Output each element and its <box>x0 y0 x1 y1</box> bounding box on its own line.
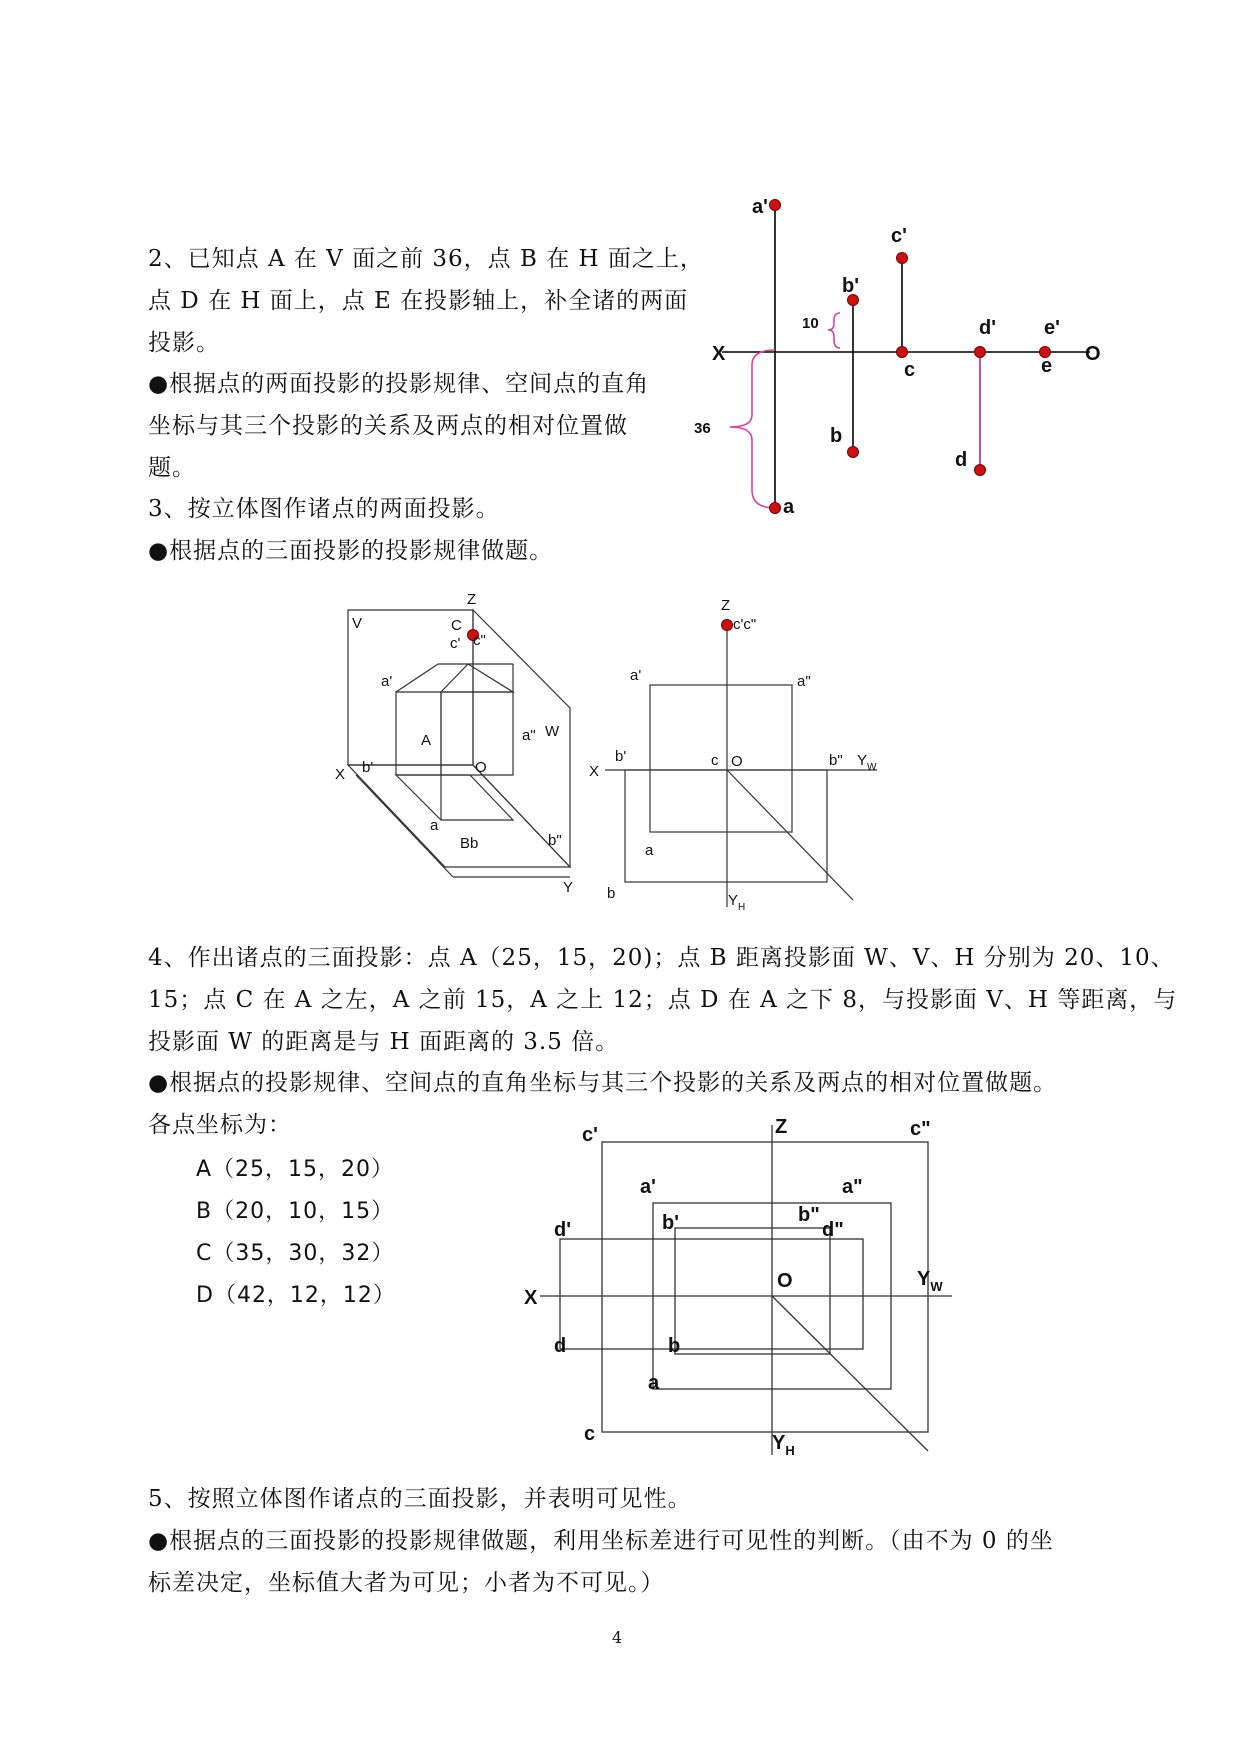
label-b-h: b <box>830 425 843 447</box>
label-c-v: c' <box>582 1124 598 1146</box>
coord-c: C（35，30，32） <box>196 1241 395 1266</box>
label-b-w: b" <box>798 1204 820 1226</box>
label-a-h: a <box>648 1372 660 1394</box>
label-z: Z <box>775 1116 788 1138</box>
figure-isometric-view <box>330 590 600 900</box>
point-c-v <box>897 253 908 264</box>
figure-four-points-projection <box>520 1115 960 1460</box>
label-y-h: $Y_H$ <box>772 1432 795 1458</box>
point-b-h <box>848 447 859 458</box>
problem3-hint1: ●根据点的三面投影的投影规律做题。 <box>148 538 554 564</box>
rect-d <box>560 1239 863 1349</box>
problem2-hint3: 题。 <box>148 455 196 481</box>
label-a-cap: A <box>421 732 432 749</box>
label-dim10: 10 <box>802 315 819 332</box>
problem4-hint1: ●根据点的投影规律、空间点的直角坐标与其三个投影的关系及两点的相对位置做题。 <box>148 1070 1058 1096</box>
label-x-axis: X <box>712 343 726 365</box>
label-c-h: c <box>904 359 916 381</box>
label-a-h: a <box>645 842 654 859</box>
label-a-h: a <box>783 496 795 518</box>
problem2-line3: 投影。 <box>148 330 220 356</box>
problem3-line1: 3、按立体图作诸点的两面投影。 <box>148 496 500 522</box>
label-c: c <box>711 752 719 769</box>
point-a-h <box>770 503 781 514</box>
label-d-h: d <box>554 1335 567 1357</box>
label-origin: O <box>1085 343 1101 365</box>
label-c-w: c" <box>910 1118 931 1140</box>
problem2-line1: 2、已知点 A 在 V 面之前 36，点 B 在 H 面之上， <box>148 246 704 272</box>
label-b-v: b' <box>362 759 374 776</box>
point-d-v <box>975 347 986 358</box>
label-c-cap: C <box>451 617 462 634</box>
label-o: O <box>731 753 743 770</box>
label-b-v: b' <box>615 748 627 765</box>
label-a-w: a" <box>842 1176 863 1198</box>
rect-b <box>675 1228 830 1354</box>
label-c-h: c <box>584 1423 596 1445</box>
label-a-w: a" <box>522 727 536 744</box>
label-c-v: c' <box>891 225 907 247</box>
label-x: X <box>589 763 600 780</box>
label-d-w: d" <box>822 1219 844 1241</box>
label-d-v: d' <box>979 317 996 339</box>
problem4-coords-title: 各点坐标为： <box>148 1112 292 1138</box>
point-c-projection <box>722 620 733 631</box>
label-a-v: a' <box>640 1176 656 1198</box>
page-number: 4 <box>612 1628 623 1647</box>
label-b-h: b <box>668 1335 681 1357</box>
label-b-w: b" <box>548 832 562 849</box>
problem2-hint1: ●根据点的两面投影的投影规律、空间点的直角 <box>148 371 650 397</box>
label-b-h: b <box>607 885 616 902</box>
label-y-w: $Y_W$ <box>917 1268 943 1294</box>
point-d-h <box>975 465 986 476</box>
problem4-line1: 4、作出诸点的三面投影：点 A（25，15，20)；点 B 距离投影面 W、V、H 分别为 20、10、 <box>148 945 1175 971</box>
label-x: X <box>335 766 346 783</box>
label-e-v: e' <box>1044 317 1060 339</box>
problem4-line2: 15；点 C 在 A 之左，A 之前 15，A 之上 12；点 D 在 A 之下 8，与投影面 V、H 等距离，与 <box>148 987 1178 1013</box>
problem2-hint2: 坐标与其三个投影的关系及两点的相对位置做 <box>148 413 628 439</box>
label-c-top: c'c" <box>733 616 757 633</box>
coord-a: A（25，15，20） <box>196 1157 395 1182</box>
label-c-w: c" <box>473 632 486 649</box>
label-o: O <box>777 1270 793 1292</box>
label-w-plane: W <box>545 723 560 740</box>
point-c-h <box>897 347 908 358</box>
label-c-v: c' <box>450 635 461 652</box>
problem5-hint1: ●根据点的三面投影的投影规律做题，利用坐标差进行可见性的判断。（由不为 0 的坐 <box>148 1528 1054 1554</box>
point-a-v <box>770 200 781 211</box>
label-a-v: a' <box>381 673 393 690</box>
dim10-bracket <box>828 313 840 348</box>
label-bb: Bb <box>460 835 479 852</box>
label-z: Z <box>467 591 477 608</box>
label-b-v: b' <box>662 1212 679 1234</box>
label-d-v: d' <box>554 1219 571 1241</box>
label-x: X <box>524 1287 538 1309</box>
label-y-h: $Y_H$ <box>728 892 746 913</box>
coord-d: D（42，12，12） <box>196 1283 396 1308</box>
coord-b: B（20，10，15） <box>196 1199 395 1224</box>
label-e-h: e <box>1041 355 1053 377</box>
label-a-w: a" <box>797 673 811 690</box>
label-dim36: 36 <box>694 420 711 437</box>
label-b-v: b' <box>842 275 859 297</box>
label-b-w: b" <box>829 752 843 769</box>
problem4-line3: 投影面 W 的距离是与 H 面距离的 3.5 倍。 <box>148 1029 620 1055</box>
diagonal <box>772 1296 928 1451</box>
label-y-w: $Y_W$ <box>857 752 877 773</box>
dim36-bracket <box>730 350 775 508</box>
figure-two-plane-projection <box>690 190 1110 530</box>
figure-three-plane-projection <box>585 595 885 915</box>
label-z: Z <box>721 597 731 614</box>
label-a-v: a' <box>752 196 768 218</box>
label-a-h: a <box>430 817 439 834</box>
problem2-line2: 点 D 在 H 面上，点 E 在投影轴上，补全诸的两面 <box>148 288 689 314</box>
label-v-plane: V <box>352 615 363 632</box>
problem5-hint2: 标差决定，坐标值大者为可见；小者为不可见。） <box>148 1570 665 1596</box>
label-y: Y <box>563 879 574 896</box>
label-a-v: a' <box>630 667 642 684</box>
label-o: O <box>475 759 487 776</box>
problem5-line1: 5、按照立体图作诸点的三面投影，并表明可见性。 <box>148 1486 692 1512</box>
label-d-h: d <box>955 449 968 471</box>
